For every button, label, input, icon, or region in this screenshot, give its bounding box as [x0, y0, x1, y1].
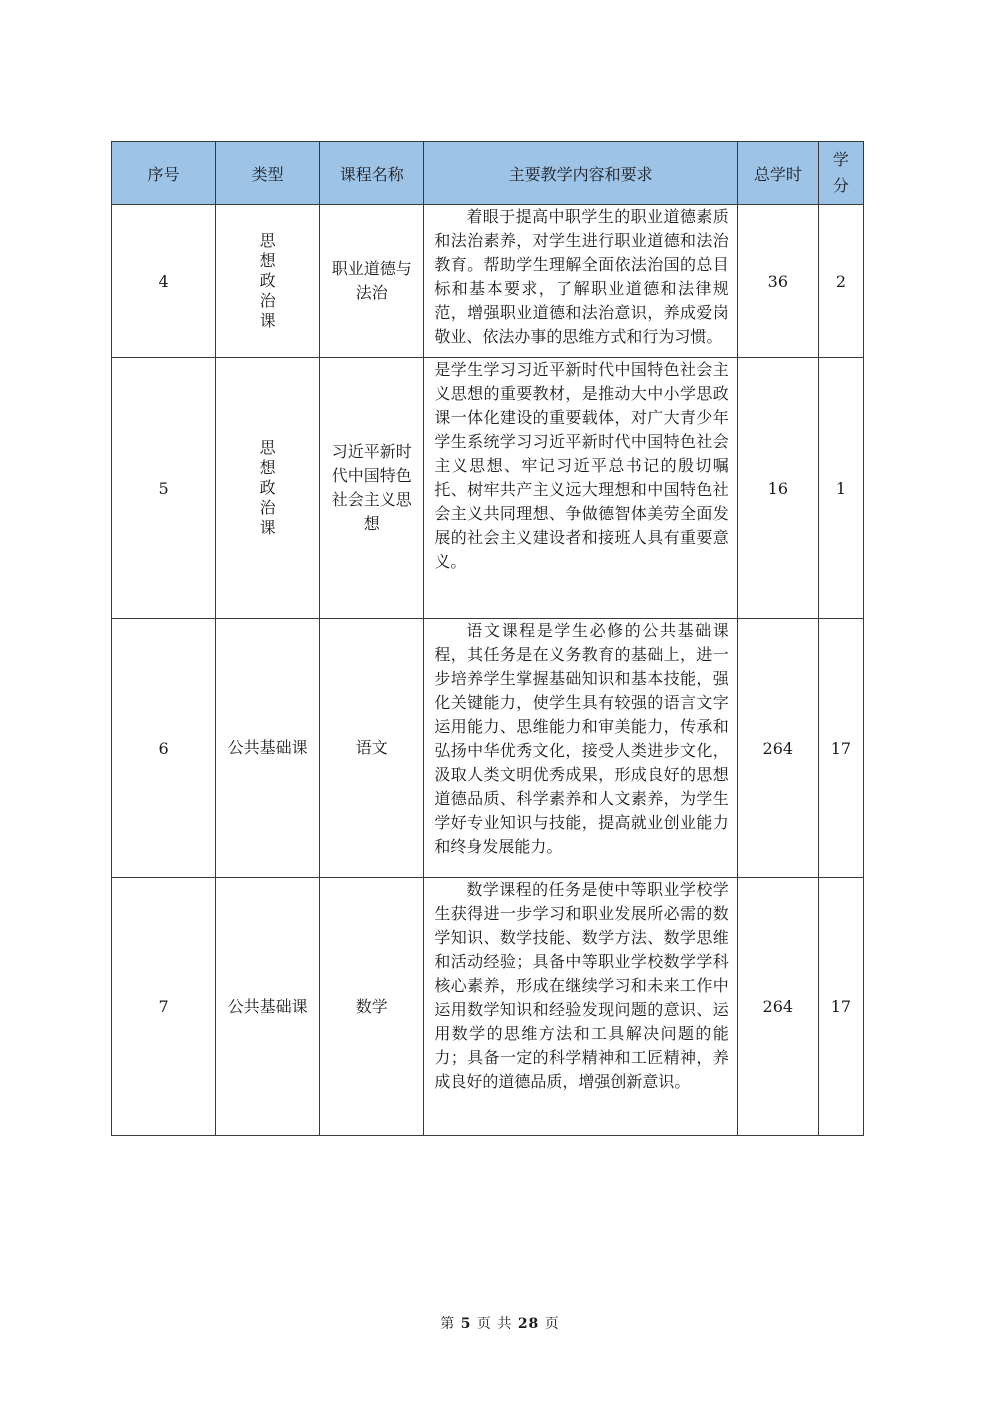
table-row — [112, 878, 864, 1136]
footer-total-pages: 28 — [517, 1316, 540, 1332]
header-name: 课程名称 — [320, 142, 424, 205]
type-char: 政 — [259, 478, 276, 497]
footer-suffix: 页 — [544, 1316, 560, 1332]
type-char: 想 — [259, 458, 276, 477]
row-seq: 6 — [112, 619, 216, 878]
header-credit — [818, 142, 863, 205]
row-credit: 1 — [818, 358, 863, 619]
row-type — [216, 205, 320, 358]
row-seq: 7 — [112, 878, 216, 1136]
header-credit-line2: 分 — [832, 176, 849, 195]
table-row — [112, 205, 864, 358]
type-char: 思 — [259, 438, 276, 457]
row-content-text: 语文课程是学生必修的公共基础课程，其任务是在义务教育的基础上，进一步培养学生掌握基础知识和基本技能，强化关键能力，使学生具有较强的语言文字运用能力、思维能力和审美能力，传承和弘扬中华优秀文化，接受人类进步文化，汲取人类文明优秀成果，形成良好的思想道德品质、科学素养和人文素养，为学生学好专业知识与技能，提高就业创业能力和终身发展能力。 — [434, 621, 729, 856]
row-seq: 5 — [112, 358, 216, 619]
row-hours: 16 — [737, 358, 818, 619]
row-content — [424, 205, 737, 358]
row-content — [424, 358, 737, 619]
row-type — [216, 358, 320, 619]
type-char: 思 — [259, 231, 276, 250]
row-credit: 17 — [818, 878, 863, 1136]
row-credit: 2 — [818, 205, 863, 358]
footer-middle: 页 共 — [476, 1316, 513, 1332]
row-content-text: 数学课程的任务是使中等职业学校学生获得进一步学习和职业发展所必需的数学知识、数学技能、数学方法、数学思维和活动经验；具备中等职业学校数学学科核心素养，形成在继续学习和未来工作中运用数学知识和经验发现问题的意识、运用数学的思维方法和工具解决问题的能力；具备一定的科学精神和工匠精神，养成良好的道德品质，增强创新意识。 — [434, 880, 729, 1091]
type-char: 课 — [259, 518, 276, 537]
row-course-name: 数学 — [320, 878, 424, 1136]
type-char: 课 — [259, 311, 276, 330]
header-credit-line1: 学 — [832, 150, 849, 169]
page-footer — [0, 1313, 1000, 1333]
row-content — [424, 878, 737, 1136]
row-type: 公共基础课 — [216, 878, 320, 1136]
footer-page-number: 5 — [460, 1316, 472, 1332]
row-course-name: 语文 — [320, 619, 424, 878]
row-course-name: 习近平新时代中国特色社会主义思想 — [320, 358, 424, 619]
row-course-name: 职业道德与法治 — [320, 205, 424, 358]
header-content: 主要教学内容和要求 — [424, 142, 737, 205]
header-row — [112, 142, 864, 205]
row-hours: 264 — [737, 878, 818, 1136]
row-content — [424, 619, 737, 878]
row-type: 公共基础课 — [216, 619, 320, 878]
header-type: 类型 — [216, 142, 320, 205]
footer-prefix: 第 — [440, 1316, 456, 1332]
row-credit: 17 — [818, 619, 863, 878]
header-hours: 总学时 — [737, 142, 818, 205]
row-hours: 264 — [737, 619, 818, 878]
row-hours: 36 — [737, 205, 818, 358]
type-char: 政 — [259, 271, 276, 290]
row-seq: 4 — [112, 205, 216, 358]
table-row — [112, 358, 864, 619]
course-table — [111, 141, 864, 1136]
row-content-text: 着眼于提高中职学生的职业道德素质和法治素养，对学生进行职业道德和法治教育。帮助学生理解全面依法治国的总目标和基本要求，了解职业道德和法律规范，增强职业道德和法治意识，养成爱岗敬业、依法办事的思维方式和行为习惯。 — [434, 207, 729, 346]
type-char: 治 — [259, 498, 276, 517]
header-seq: 序号 — [112, 142, 216, 205]
table-row — [112, 619, 864, 878]
type-char: 治 — [259, 291, 276, 310]
row-content-text: 是学生学习习近平新时代中国特色社会主义思想的重要教材，是推动大中小学思政课一体化建设的重要载体，对广大青少年学生系统学习习近平新时代中国特色社会主义思想、牢记习近平总书记的殷切嘱托、树牢共产主义远大理想和中国特色社会主义共同理想、争做德智体美劳全面发展的社会主义建设者和接班人具有重要意义。 — [434, 360, 729, 571]
type-char: 想 — [259, 251, 276, 270]
